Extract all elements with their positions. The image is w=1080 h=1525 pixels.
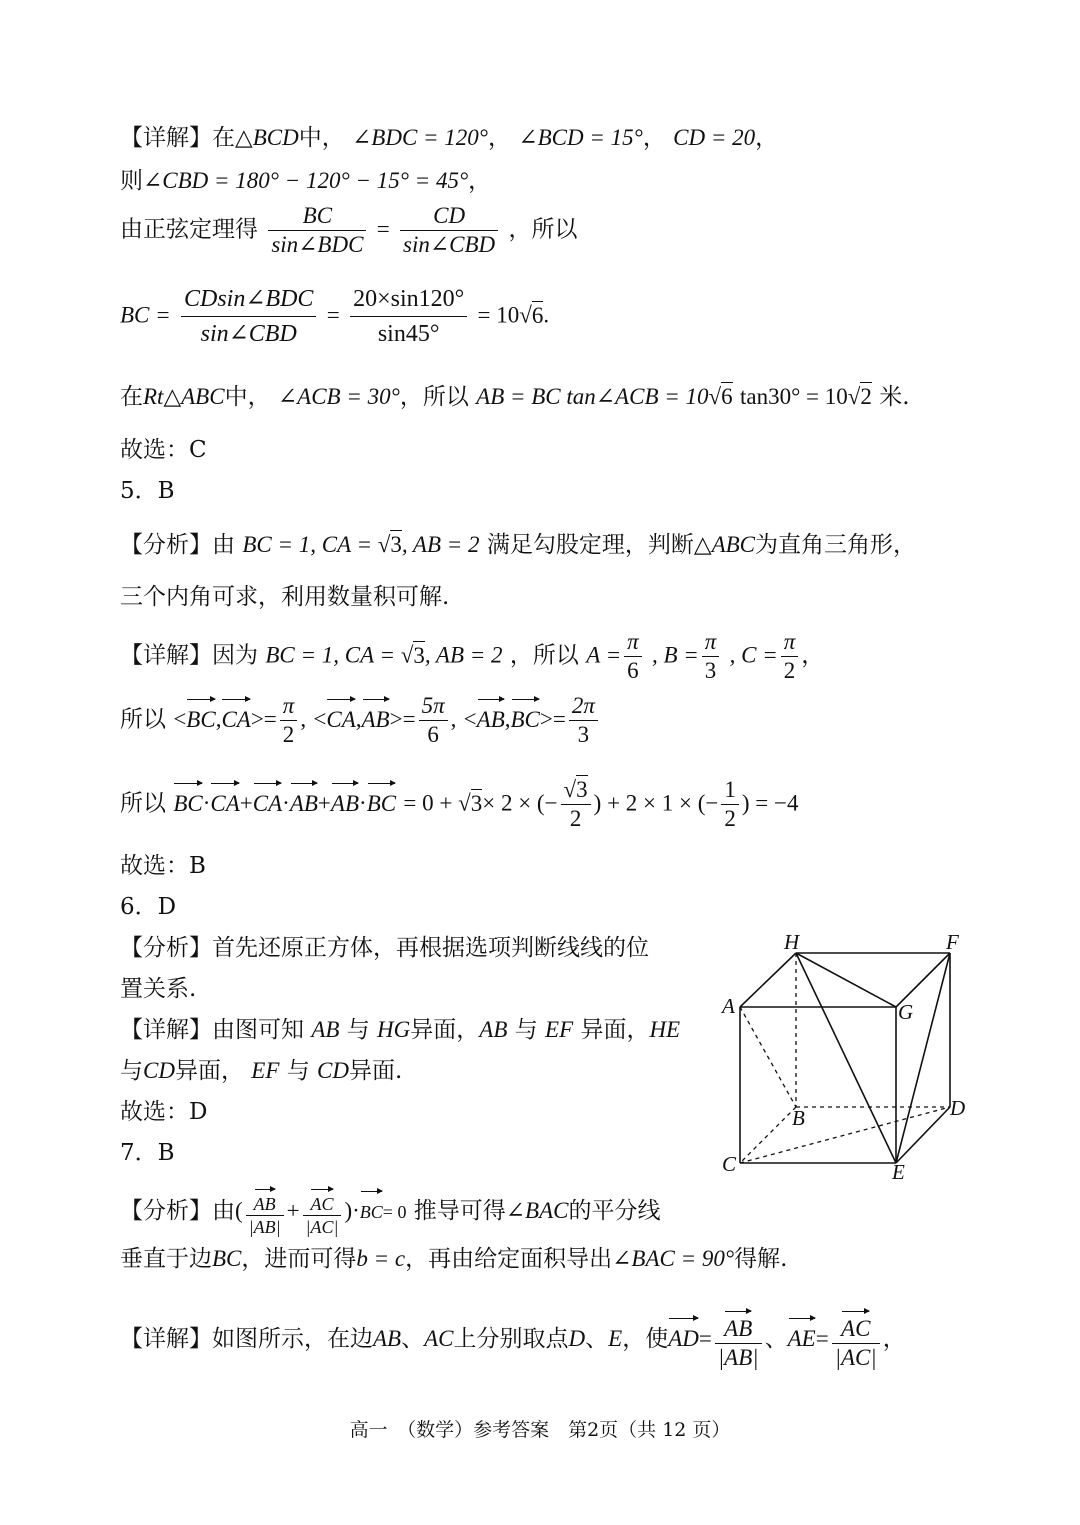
text: 在 xyxy=(120,384,143,410)
text: 与 xyxy=(120,1058,143,1084)
math: ∠ACB = 30° xyxy=(277,384,400,409)
math: AB xyxy=(311,1017,340,1042)
text: 在 xyxy=(212,125,235,151)
math: HE xyxy=(649,1017,681,1042)
fraction xyxy=(832,1308,880,1372)
math: AC xyxy=(424,1326,454,1351)
text: ， xyxy=(801,642,825,669)
math: Rt△ABC xyxy=(143,384,225,409)
analysis-label: 【分析】 xyxy=(120,935,212,961)
denominator: sin∠CBD xyxy=(200,321,297,347)
text: ， xyxy=(468,168,492,194)
numerator: 20×sin120° xyxy=(350,282,467,317)
vector: AC xyxy=(310,1186,333,1215)
q6-analysis-line1 xyxy=(120,931,649,965)
math: HG xyxy=(377,1017,411,1042)
q6-detail-line1 xyxy=(120,1013,680,1047)
q4-detail-line5: 在Rt△ABC中， ∠ACB = 30°，所以 AB = BC tan∠ACB = 10√6 tan30° = 10√2 米. xyxy=(120,384,910,410)
sqrt-radicand: 6 xyxy=(721,384,733,409)
math: = xyxy=(698,1326,712,1351)
math: < xyxy=(173,706,187,732)
q6-detail-line2 xyxy=(120,1054,402,1088)
label-c: C xyxy=(722,1152,737,1176)
math: = 0 + xyxy=(403,790,459,816)
analysis-label: 【分析】 xyxy=(120,532,212,558)
vector: AC xyxy=(841,1308,870,1343)
denominator: sin∠BDC xyxy=(271,232,364,257)
math: < xyxy=(313,706,327,732)
fraction xyxy=(569,692,598,749)
fraction xyxy=(246,1186,284,1238)
text: 中， xyxy=(224,384,271,410)
numerator: 2π xyxy=(569,692,598,721)
numerator: CD xyxy=(400,202,498,231)
text: ，所以 xyxy=(399,384,469,410)
vector: BC xyxy=(186,696,215,737)
math: AB = BC tan∠ACB = 10 xyxy=(476,384,709,409)
math: tan30° = 10 xyxy=(739,384,848,409)
q5-number: 5．B xyxy=(120,478,175,504)
fraction xyxy=(280,692,298,749)
text: 得解. xyxy=(734,1246,788,1272)
fraction xyxy=(561,776,591,833)
sqrt-radicand: 2 xyxy=(860,384,872,409)
math: · xyxy=(282,790,290,816)
math: BC xyxy=(212,1246,242,1271)
label-f: F xyxy=(946,930,959,954)
math: · xyxy=(202,790,211,816)
text: . xyxy=(543,302,550,328)
text: 异面， xyxy=(580,1017,650,1043)
math: = xyxy=(815,1326,829,1351)
q4-detail-line1 xyxy=(120,121,778,155)
text: 的平分线 xyxy=(568,1198,661,1224)
math: , AB = 2 xyxy=(401,532,480,557)
vector: BC xyxy=(511,696,540,737)
text: 为直角三角形， xyxy=(755,532,917,558)
numerator: π xyxy=(280,692,298,721)
q5-detail-line2 xyxy=(120,692,601,749)
q5-analysis-line1: 【分析】由 BC = 1, CA = √3, AB = 2 满足勾股定理，判断△ABC为直角三角形， xyxy=(120,532,917,558)
math: BC = 1, CA = xyxy=(265,642,401,668)
detail-label: 【详解】 xyxy=(120,125,212,151)
math: , xyxy=(450,706,457,732)
q7-analysis-line2 xyxy=(120,1242,787,1276)
fraction xyxy=(781,628,799,685)
math: >= xyxy=(539,706,566,732)
math: · xyxy=(359,790,367,816)
label-g: G xyxy=(898,1000,914,1024)
fraction xyxy=(721,776,739,833)
denominator: 3 xyxy=(704,658,717,683)
vector: CA xyxy=(210,780,239,821)
label-e: E xyxy=(892,1160,905,1184)
vector: AB xyxy=(290,780,318,821)
q5-detail-line3: 所以 BC·CA+CA·AB+AB·BC = 0 + √3× 2 × (− $\frac{√3}{2}$ ) + 2 × 1 × (− $\frac{1}{2}$ ) = −4 xyxy=(120,777,799,831)
vector: AE xyxy=(788,1315,816,1356)
fraction xyxy=(400,202,498,259)
math: = 10 xyxy=(477,302,520,328)
detail-label: 【详解】 xyxy=(120,1017,212,1043)
vector: AB xyxy=(254,1186,276,1215)
fraction xyxy=(268,202,366,259)
denominator: 3 xyxy=(577,722,590,747)
denominator: 2 xyxy=(783,658,796,683)
numerator: π xyxy=(781,628,799,657)
text: 异面， xyxy=(410,1017,480,1043)
math: b = c xyxy=(356,1246,406,1271)
math: CD = 20 xyxy=(673,125,756,150)
sqrt-radicand: 3 xyxy=(576,777,588,802)
text: 所以 xyxy=(120,706,166,733)
fraction xyxy=(715,1308,762,1372)
math: >= xyxy=(250,706,277,732)
text: 与 xyxy=(514,1017,538,1043)
math: + xyxy=(317,790,331,816)
vector: AB xyxy=(724,1308,752,1343)
text: 上分别取点 xyxy=(453,1326,569,1352)
math: ∠BAC = 90° xyxy=(612,1246,735,1271)
fraction xyxy=(702,628,720,685)
q7-analysis-line1: 【分析】由( $\frac{AB}{|AB|}$ + $\frac{AC}{|AC|}$ )·BC= 0 推导可得∠BAC的平分线 xyxy=(120,1186,660,1238)
sqrt-radicand: 3 xyxy=(470,790,483,816)
q4-detail-line2 xyxy=(120,164,491,198)
numerator: π xyxy=(702,628,720,657)
text: 所以 xyxy=(120,790,166,817)
q5-detail-line1: 【详解】因为 BC = 1, CA = √3, AB = 2 ，所以 A = $\frac{\pi}{6}$ , B = $\frac{\pi}{3}$ , C = $\frac{\pi}{2}$ ， xyxy=(120,629,825,683)
text: ， xyxy=(755,125,779,151)
text: ， xyxy=(488,125,512,151)
sqrt-radicand: 3 xyxy=(413,642,425,668)
fraction xyxy=(181,282,316,351)
math: AB xyxy=(479,1017,508,1042)
vector: BC xyxy=(367,780,396,821)
text: 因为 xyxy=(212,642,258,669)
math: >= xyxy=(389,706,416,732)
text: ，所以 xyxy=(508,216,578,243)
text: 垂直于边 xyxy=(120,1246,212,1272)
math: < xyxy=(463,706,477,732)
math: CD xyxy=(317,1058,349,1083)
text: 、 xyxy=(764,1326,788,1352)
label-b: B xyxy=(792,1106,805,1130)
math: ∠BDC = 120° xyxy=(352,125,489,150)
analysis-label: 【分析】 xyxy=(120,1198,212,1224)
text: 异面. xyxy=(348,1058,403,1084)
math: + xyxy=(239,790,253,816)
vector: CA xyxy=(253,780,282,821)
text: 、 xyxy=(585,1326,609,1352)
denominator: 2 xyxy=(282,722,295,747)
math: , C = xyxy=(729,642,778,668)
math: E xyxy=(608,1326,623,1351)
vector: BC xyxy=(173,780,202,821)
page-footer: 高一 （数学）参考答案 第2页（共 12 页） xyxy=(349,1419,731,1441)
vector: AD xyxy=(668,1315,699,1356)
numerator: BC xyxy=(268,202,366,231)
math: EF xyxy=(545,1017,574,1042)
denominator: sin∠CBD xyxy=(403,232,496,257)
math: BC = 1, CA = xyxy=(242,532,378,557)
label-d: D xyxy=(950,1096,966,1120)
q6-answer: 故选：D xyxy=(120,1099,208,1125)
text: 米. xyxy=(879,384,910,410)
text: 则 xyxy=(120,168,143,194)
math: ) = −4 xyxy=(741,790,799,816)
q5-answer: 故选：B xyxy=(120,853,206,879)
text: ， xyxy=(882,1326,906,1352)
q6-number: 6．D xyxy=(120,894,177,920)
math: , AB = 2 xyxy=(424,642,503,668)
vector: CA xyxy=(326,696,355,737)
text: ， xyxy=(642,125,666,151)
fraction xyxy=(419,692,448,749)
denominator: 2 xyxy=(569,806,582,831)
math: , xyxy=(300,706,307,732)
math: ∠BCD = 15° xyxy=(518,125,643,150)
math: ∠BAC xyxy=(505,1198,569,1223)
fraction xyxy=(624,628,642,685)
text: 首先还原正方体，再根据选项判断线线的位 xyxy=(212,935,649,961)
text: 中， xyxy=(298,125,345,151)
numerator: 1 xyxy=(721,776,739,805)
q6-analysis-line2: 置关系. xyxy=(120,976,197,1002)
text: ，再由给定面积导出 xyxy=(405,1246,613,1272)
math: × 2 × (− xyxy=(482,790,558,816)
q4-detail-line3: 由正弦定理得 $\frac{BC}{\text{sin∠BDC}}$ = $\frac{CD}{\text{sin∠CBD}}$ ，所以 xyxy=(120,203,578,257)
detail-label: 【详解】 xyxy=(120,642,212,669)
text: 由正弦定理得 xyxy=(120,216,258,243)
denominator: |AC| xyxy=(305,1217,339,1237)
sqrt-radicand: 6 xyxy=(531,302,544,328)
numerator: π xyxy=(624,628,642,657)
text: 满足勾股定理，判断 xyxy=(486,532,694,558)
q5-analysis-line2: 三个内角可求，利用数量积可解. xyxy=(120,584,450,610)
numerator: 5π xyxy=(419,692,448,721)
math: ∠CBD = 180° − 120° − 15° = 45° xyxy=(143,168,469,193)
math: ) + 2 × 1 × (− xyxy=(593,790,719,816)
math: , xyxy=(355,706,362,732)
math: BC = xyxy=(120,302,171,328)
math: , xyxy=(215,706,222,732)
math: A = xyxy=(586,642,622,668)
text: 、 xyxy=(401,1326,425,1352)
text: 由 xyxy=(212,1198,235,1224)
text: 异面， xyxy=(174,1058,244,1084)
q7-number: 7．B xyxy=(120,1140,175,1166)
math: = 0 xyxy=(382,1202,407,1222)
vector: AB xyxy=(477,696,505,737)
vector: CA xyxy=(221,696,250,737)
math: EF xyxy=(251,1058,280,1083)
math: △ABC xyxy=(693,532,756,557)
text: ，所以 xyxy=(509,642,579,669)
math: , xyxy=(504,706,511,732)
denominator: |AB| xyxy=(717,1345,759,1370)
numerator: √3 xyxy=(561,776,591,805)
text: 由图可知 xyxy=(212,1017,304,1043)
denominator: |AC| xyxy=(834,1345,877,1370)
denominator: 6 xyxy=(627,658,639,683)
text: 与 xyxy=(346,1017,370,1043)
sqrt-radicand: 3 xyxy=(390,532,402,557)
text: 由 xyxy=(212,532,235,558)
detail-label: 【详解】 xyxy=(120,1326,212,1352)
fraction xyxy=(350,282,467,351)
denominator: |AB| xyxy=(248,1217,281,1237)
q7-detail-line1 xyxy=(120,1308,906,1372)
text: ，使 xyxy=(622,1326,669,1352)
math: △BCD xyxy=(235,125,299,150)
math: CD xyxy=(143,1058,175,1083)
label-a: A xyxy=(722,994,735,1018)
math: D xyxy=(568,1326,586,1351)
cube-figure xyxy=(710,925,990,1185)
label-h: H xyxy=(784,930,800,954)
text: 如图所示，在边 xyxy=(212,1326,373,1352)
vector: AB xyxy=(331,780,359,821)
text: ，进而可得 xyxy=(241,1246,357,1272)
text: 推导可得 xyxy=(413,1198,506,1224)
q4-detail-line4: BC = $\frac{\text{CDsin∠BDC}}{\text{sin∠CBD}}$ = $\frac{20\times\sin 120^\circ}{\sin 45^\circ}$ = 10√6. xyxy=(120,282,549,351)
math: , B = xyxy=(651,642,699,668)
denominator: sin45° xyxy=(377,321,440,347)
q4-answer: 故选：C xyxy=(120,437,207,463)
denominator: 2 xyxy=(724,806,736,831)
math: AB xyxy=(373,1326,402,1351)
numerator: CDsin∠BDC xyxy=(181,282,316,317)
denominator: 6 xyxy=(427,722,439,747)
fraction xyxy=(303,1186,342,1238)
vector: AB xyxy=(362,696,390,737)
text: 与 xyxy=(286,1058,310,1084)
vector: BC xyxy=(360,1188,383,1229)
